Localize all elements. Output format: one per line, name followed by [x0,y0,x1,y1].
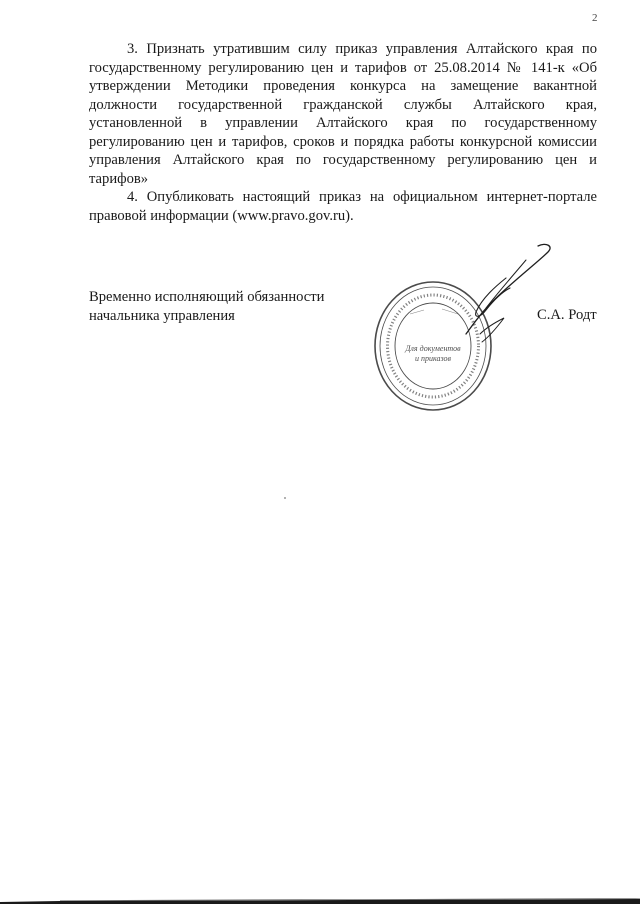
scan-speck [284,497,286,499]
signatory-position-line-2: начальника управления [89,307,235,324]
signatory-position [89,288,324,325]
stamp-text-line-2: и приказов [414,354,452,363]
handwritten-signature [420,238,560,348]
stamp-text-line-1: Для документов [405,344,461,353]
paragraph-4: 4. Опубликовать настоящий приказ на официальном интернет-портале правовой информации (www.pravo.gov.ru). [89,189,597,224]
document-body [89,40,597,225]
scan-bottom-edge [0,894,640,904]
page-number: 2 [592,12,598,24]
paragraph-3: 3. Признать утратившим силу приказ управления Алтайского края по государственному регулированию цен и тарифов от 25.08.2014 № 141-к «Об утверждении Методики проведения конкурса на замещение вакантной должности государственной гражданской службы Алтайского края, установленной в управлении Алтайского края по государственному регулированию цен и тарифов, сроков и порядка работы конкурсной комиссии управления Алтайского края по государственному регулированию цен и тарифов» [89,41,597,187]
signatory-name: С.А. Родт [537,307,597,323]
signatory-position-line-1: Временно исполняющий обязанности [89,289,325,305]
